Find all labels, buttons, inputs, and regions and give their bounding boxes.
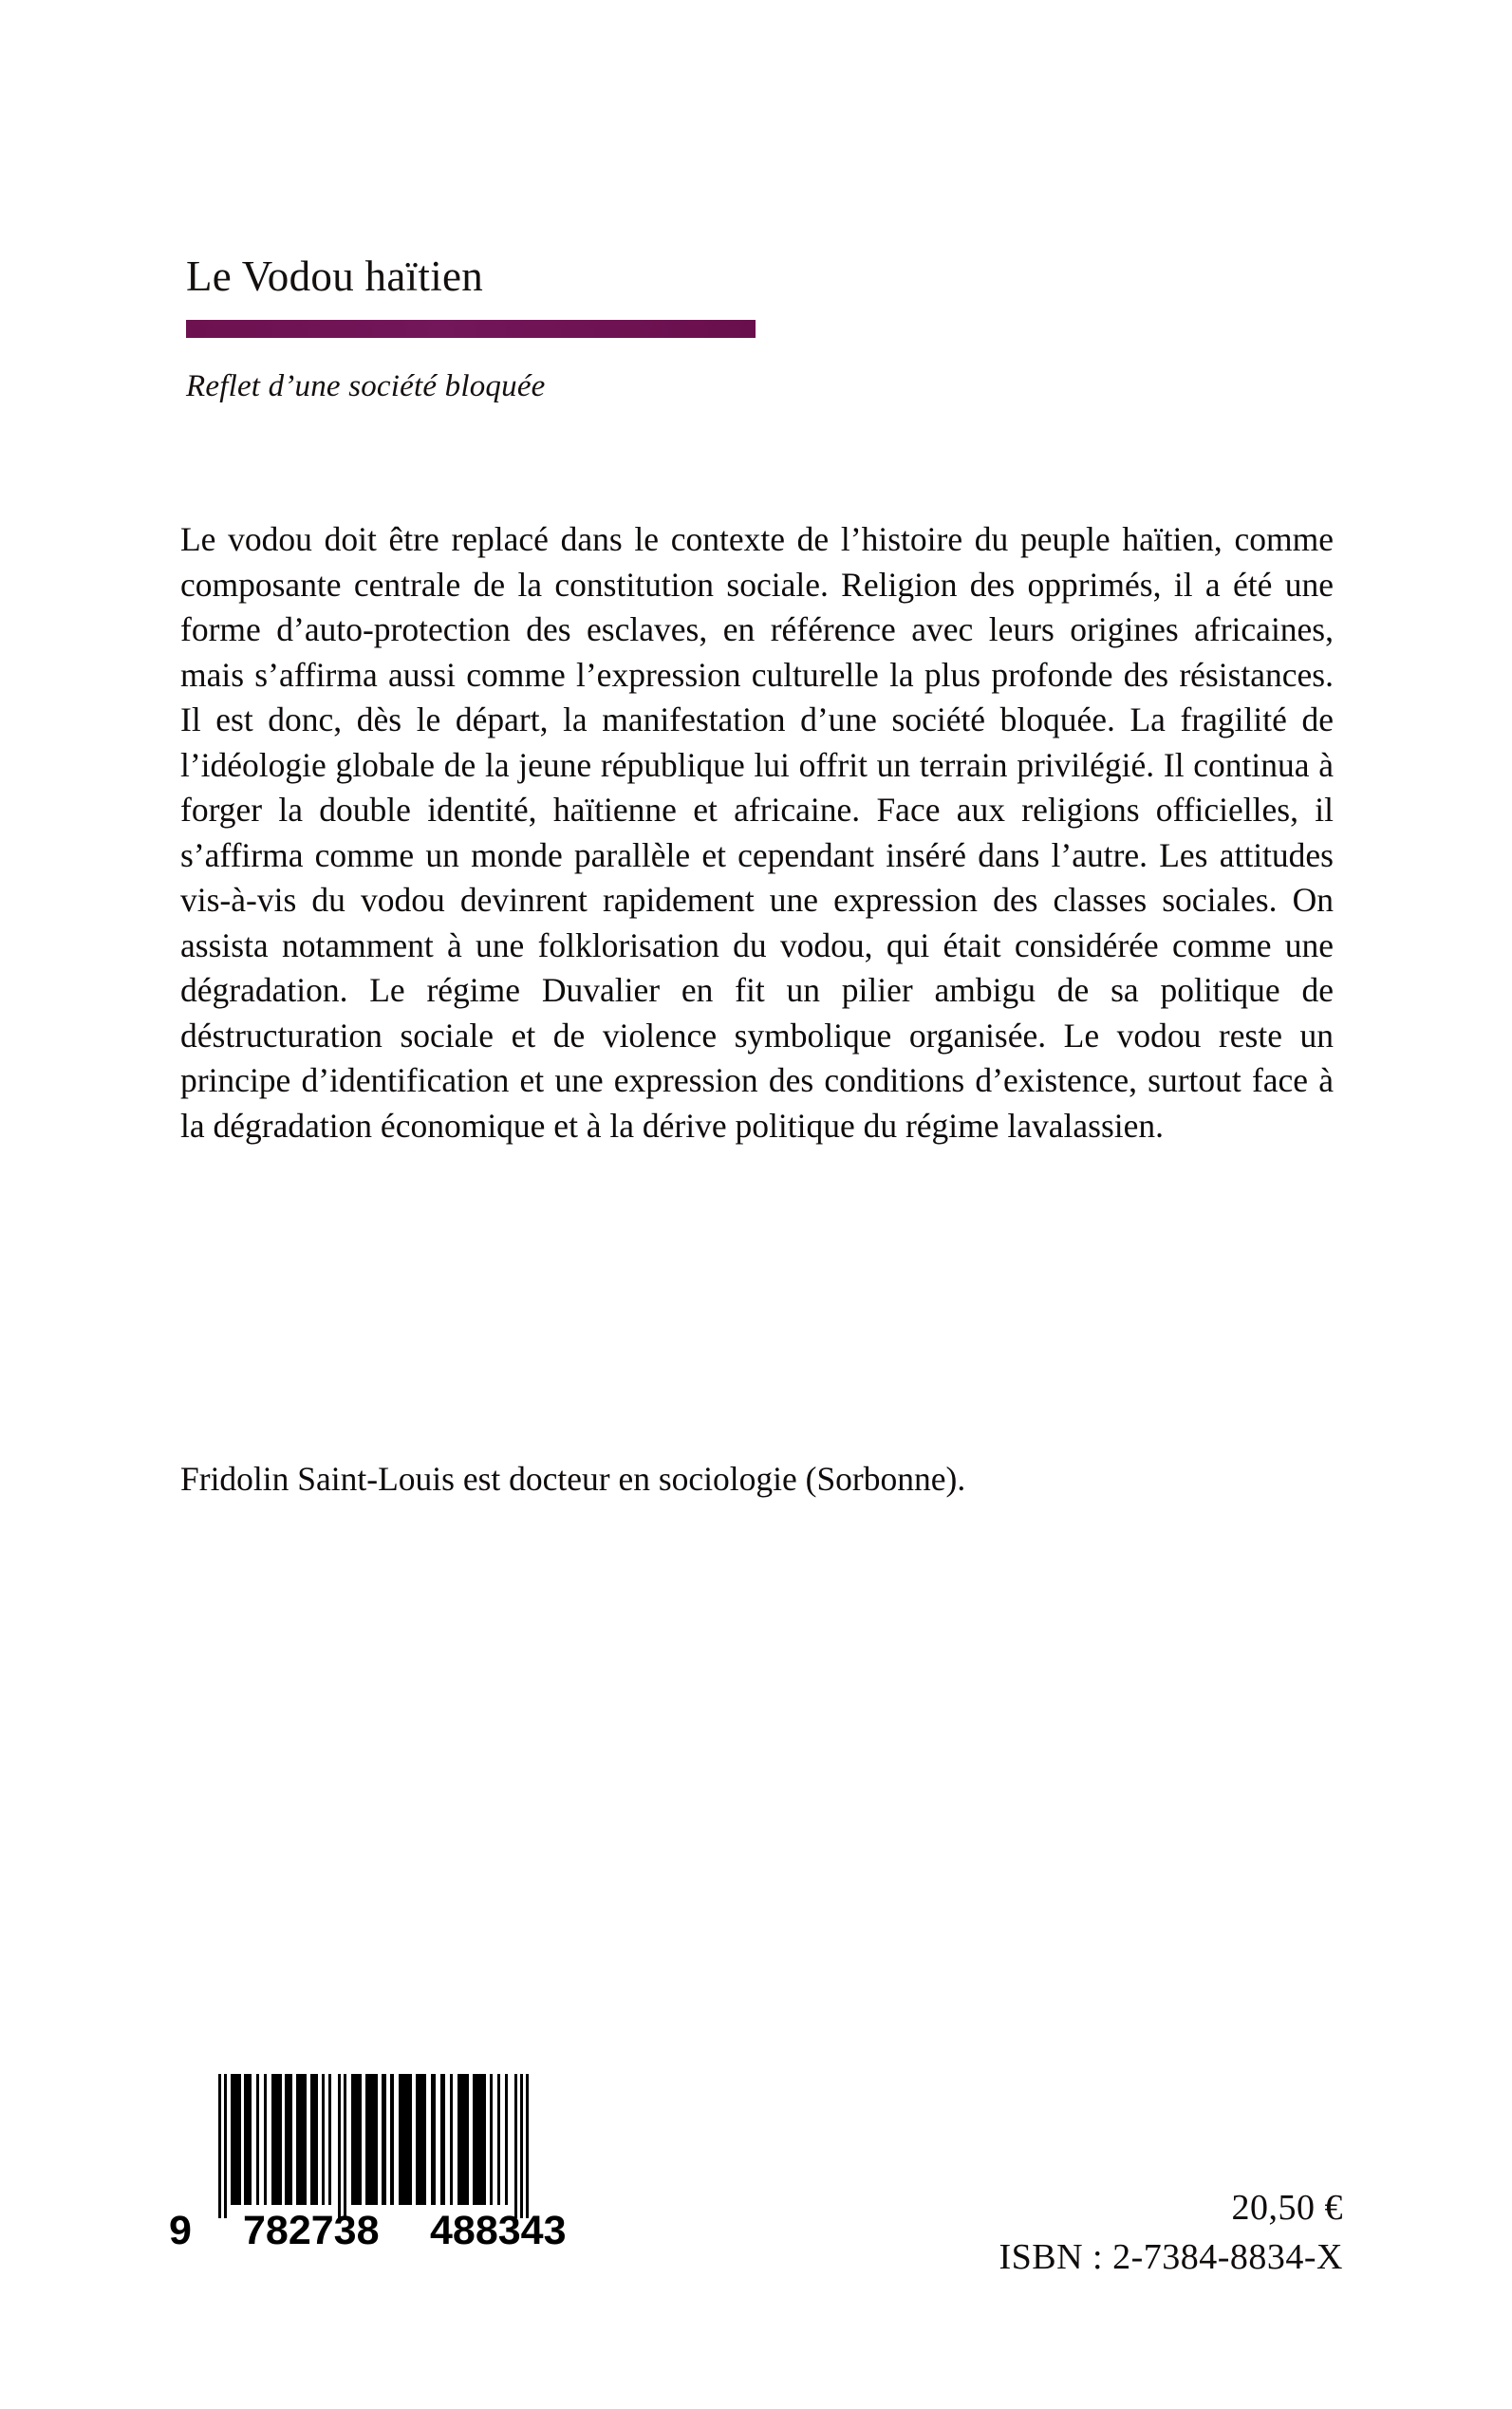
price-isbn-block bbox=[999, 2183, 1343, 2282]
title-accent-rule bbox=[186, 320, 756, 338]
barcode bbox=[169, 2074, 615, 2253]
book-subtitle: Reflet d’une société bloquée bbox=[186, 369, 546, 404]
barcode-digits bbox=[228, 2208, 607, 2254]
barcode-right-group: 488343 bbox=[430, 2208, 567, 2253]
title-block bbox=[186, 254, 1325, 404]
back-cover-blurb: Le vodou doit être replacé dans le contexte de l’histoire du peuple haïtien, comme composante centrale de la constitution sociale. Religion des opprimés, il a été une forme d’auto-protection des esclaves, en référence avec leurs origines africaines, mais s’affirma aussi comme l’expression culturelle la plus profonde des résistances. Il est donc, dès le départ, la manifestation d’une société bloquée. La fragilité de l’idéologie globale de la jeune république lui offrit un terrain privilégié. Il continua à forger la double identité, haïtienne et africaine. Face aux religions officielles, il s’affirma comme un monde parallèle et cependant inséré dans l’autre. Les attitudes vis-à-vis du vodou devinrent rapidement une expression des classes sociales. On assista notamment à une folklorisation du vodou, qui était considérée comme une dégradation. Le régime Duvalier en fit un pilier ambigu de sa politique de déstructuration sociale et de violence symbolique organisée. Le vodou reste un principe d’identification et une expression des conditions d’existence, surtout face à la dégradation économique et à la dérive politique du régime lavalassien. bbox=[180, 520, 1334, 1145]
barcode-lead-digit: 9 bbox=[169, 2208, 192, 2253]
isbn-label: ISBN : 2-7384-8834-X bbox=[999, 2237, 1343, 2277]
barcode-left-group: 782738 bbox=[243, 2208, 380, 2253]
author-biography-note: Fridolin Saint-Louis est docteur en sociologie (Sorbonne). bbox=[180, 1460, 966, 1498]
price-label: 20,50 € bbox=[1231, 2188, 1343, 2228]
barcode-bars-icon bbox=[218, 2074, 615, 2218]
page-title: Le Vodou haïtien bbox=[186, 252, 484, 300]
